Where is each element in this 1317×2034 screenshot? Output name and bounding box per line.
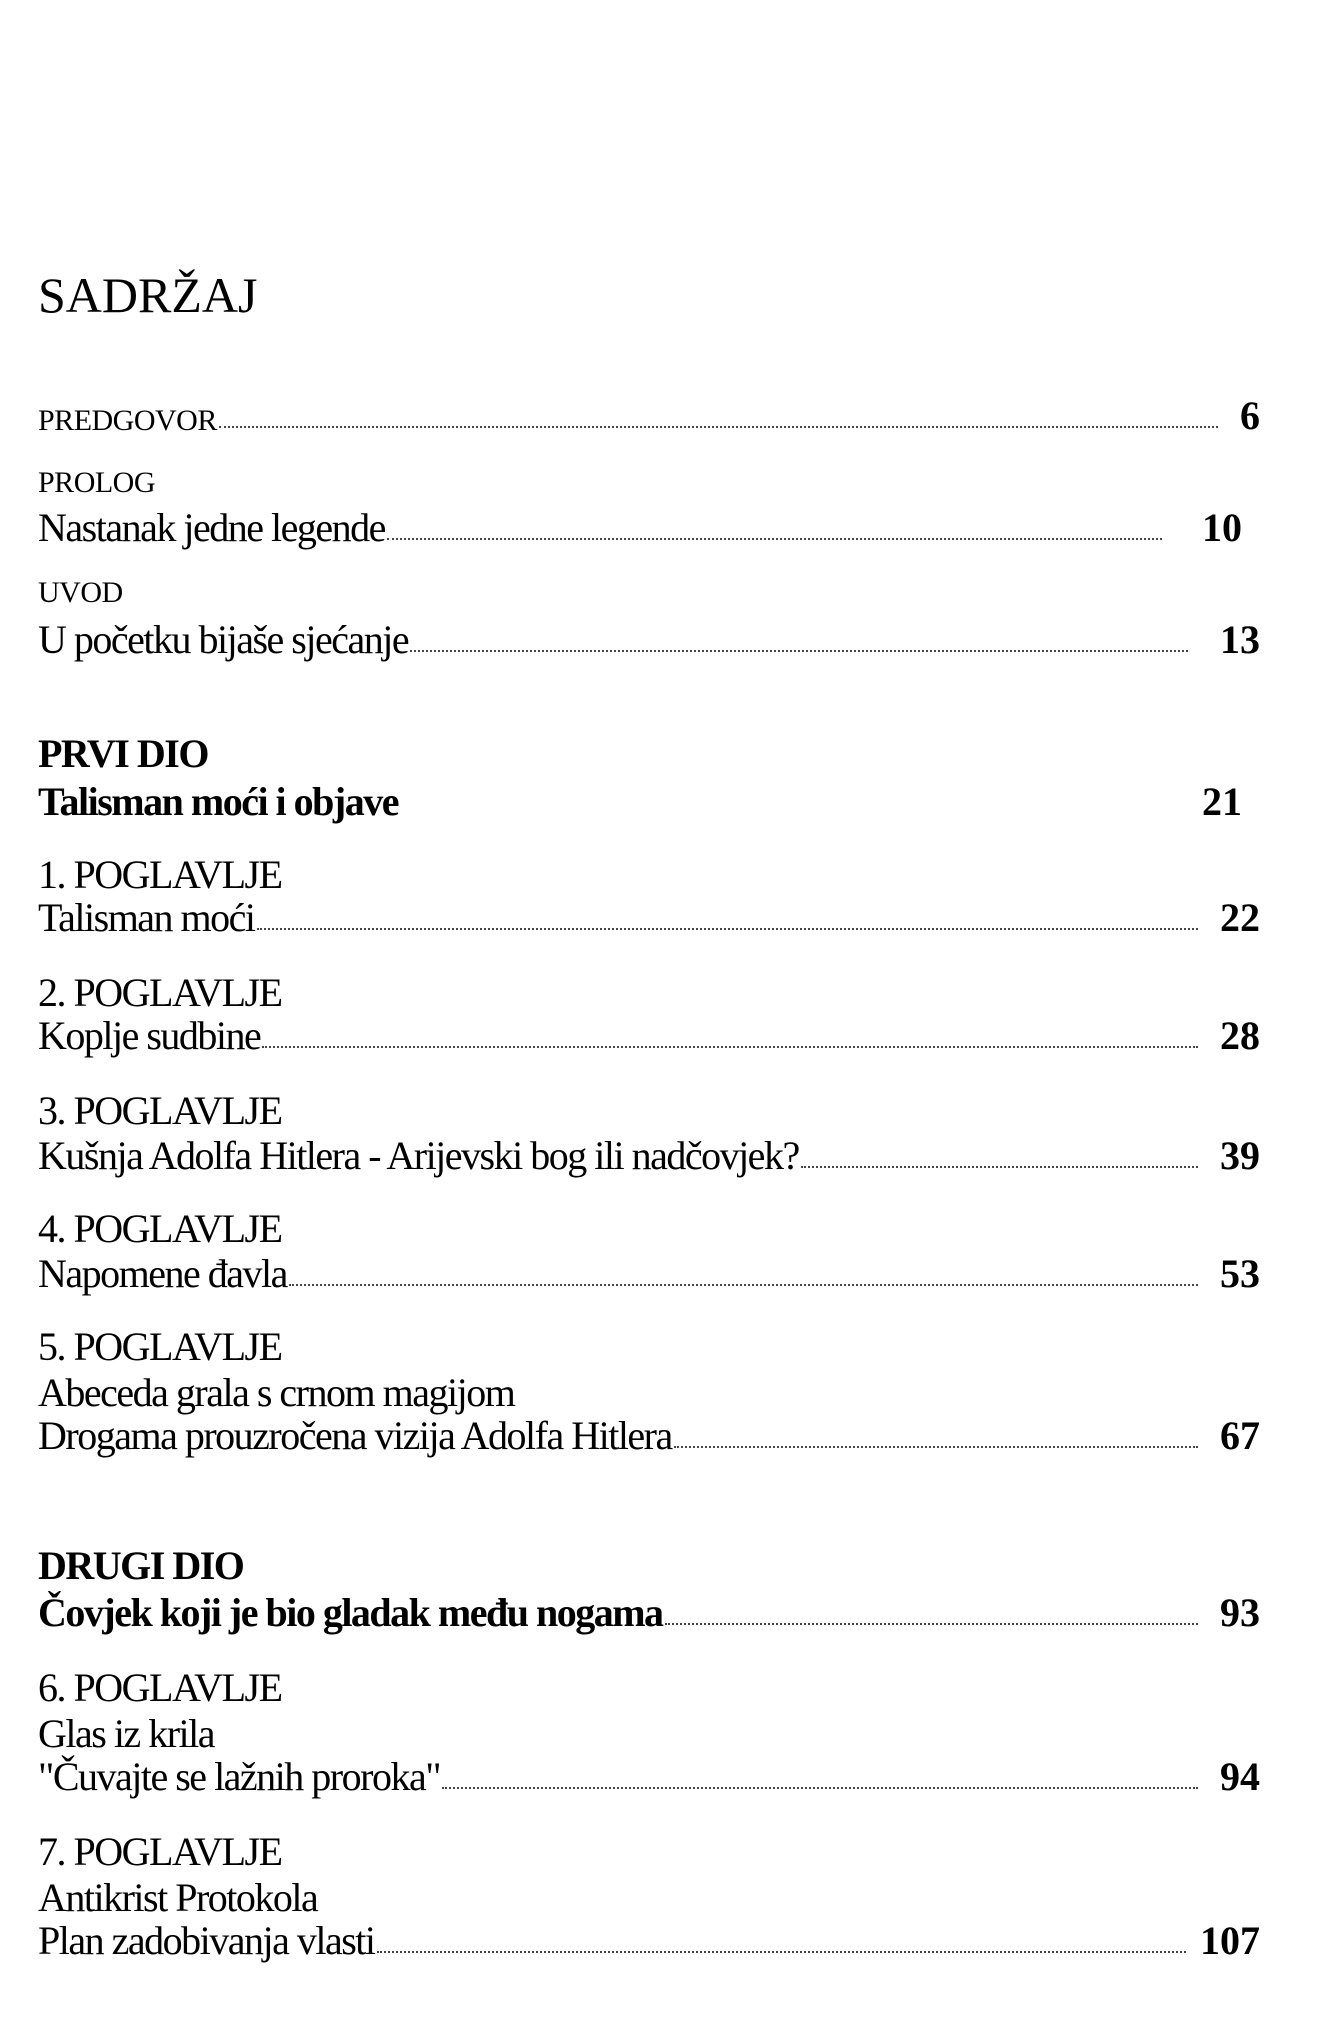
chapter-title: Antikrist Protokola bbox=[38, 1875, 318, 1920]
page-number: 10 bbox=[1202, 505, 1242, 550]
toc-entry-chapter-3 bbox=[38, 1130, 1260, 1176]
chapter-label-3: 3. POGLAVLJE bbox=[38, 1088, 282, 1133]
entry-title: Nastanak jedne legende bbox=[38, 505, 385, 550]
toc-entry-part1 bbox=[38, 776, 1260, 822]
page-title: SADRŽAJ bbox=[38, 267, 258, 323]
section-label-uvod: UVOD bbox=[38, 576, 123, 609]
page-number: 107 bbox=[1200, 1918, 1260, 1963]
dot-leader bbox=[442, 1787, 1198, 1789]
dot-leader bbox=[387, 538, 1162, 540]
toc-entry-chapter-6 bbox=[38, 1751, 1260, 1797]
entry-label: PREDGOVOR bbox=[38, 404, 217, 437]
chapter-title: Talisman moći bbox=[38, 895, 255, 940]
toc-entry-chapter-4 bbox=[38, 1248, 1260, 1294]
dot-leader bbox=[377, 1951, 1186, 1953]
page-number: 67 bbox=[1220, 1413, 1260, 1458]
chapter-label-4: 4. POGLAVLJE bbox=[38, 1206, 282, 1251]
toc-entry-chapter-5 bbox=[38, 1410, 1260, 1456]
page-number: 13 bbox=[1220, 617, 1260, 662]
dot-leader bbox=[410, 650, 1188, 652]
entry-title: U početku bijaše sjećanje bbox=[38, 617, 409, 662]
part-label-2: DRUGI DIO bbox=[38, 1543, 244, 1588]
chapter-subtitle: Drogama prouzročena vizija Adolfa Hitlera bbox=[38, 1413, 672, 1458]
part-title: Čovjek koji je bio gladak među nogama bbox=[38, 1590, 663, 1635]
dot-leader bbox=[289, 1284, 1198, 1286]
toc-entry-prolog bbox=[38, 502, 1260, 548]
page-number: 53 bbox=[1220, 1251, 1260, 1296]
page-number: 6 bbox=[1240, 393, 1260, 438]
chapter-title: Glas iz krila bbox=[38, 1711, 214, 1756]
toc-entry-predgovor bbox=[38, 390, 1260, 436]
page-number: 94 bbox=[1220, 1754, 1260, 1799]
toc-entry-part2 bbox=[38, 1587, 1260, 1633]
toc-entry-uvod bbox=[38, 614, 1260, 660]
chapter-title: Napomene đavla bbox=[38, 1251, 287, 1296]
toc-entry-chapter-2 bbox=[38, 1010, 1260, 1056]
part-label-1: PRVI DIO bbox=[38, 731, 208, 776]
chapter-label-5: 5. POGLAVLJE bbox=[38, 1324, 282, 1369]
dot-leader bbox=[801, 1166, 1198, 1168]
dot-leader bbox=[262, 1046, 1198, 1048]
chapter-title: Abeceda grala s crnom magijom bbox=[38, 1370, 515, 1415]
chapter-label-2: 2. POGLAVLJE bbox=[38, 970, 282, 1015]
chapter-label-6: 6. POGLAVLJE bbox=[38, 1665, 282, 1710]
dot-leader bbox=[219, 426, 1218, 428]
part-title: Talisman moći i objave bbox=[38, 779, 398, 824]
chapter-title: Kušnja Adolfa Hitlera - Arijevski bog ili nadčovjek? bbox=[38, 1133, 799, 1178]
chapter-subtitle: "Čuvajte se lažnih proroka" bbox=[38, 1754, 441, 1799]
chapter-title: Koplje sudbine bbox=[38, 1013, 261, 1058]
page-number: 39 bbox=[1220, 1133, 1260, 1178]
section-label-prolog: PROLOG bbox=[38, 466, 156, 499]
toc-entry-chapter-1 bbox=[38, 892, 1260, 938]
chapter-subtitle: Plan zadobivanja vlasti bbox=[38, 1918, 375, 1963]
dot-leader bbox=[674, 1446, 1198, 1448]
chapter-label-7: 7. POGLAVLJE bbox=[38, 1829, 282, 1874]
chapter-label-1: 1. POGLAVLJE bbox=[38, 852, 282, 897]
toc-entry-chapter-7 bbox=[38, 1915, 1260, 1961]
page-number: 21 bbox=[1202, 779, 1242, 824]
page-number: 22 bbox=[1220, 895, 1260, 940]
page-number: 93 bbox=[1220, 1590, 1260, 1635]
page-number: 28 bbox=[1220, 1013, 1260, 1058]
dot-leader bbox=[665, 1623, 1198, 1625]
dot-leader bbox=[257, 928, 1198, 930]
